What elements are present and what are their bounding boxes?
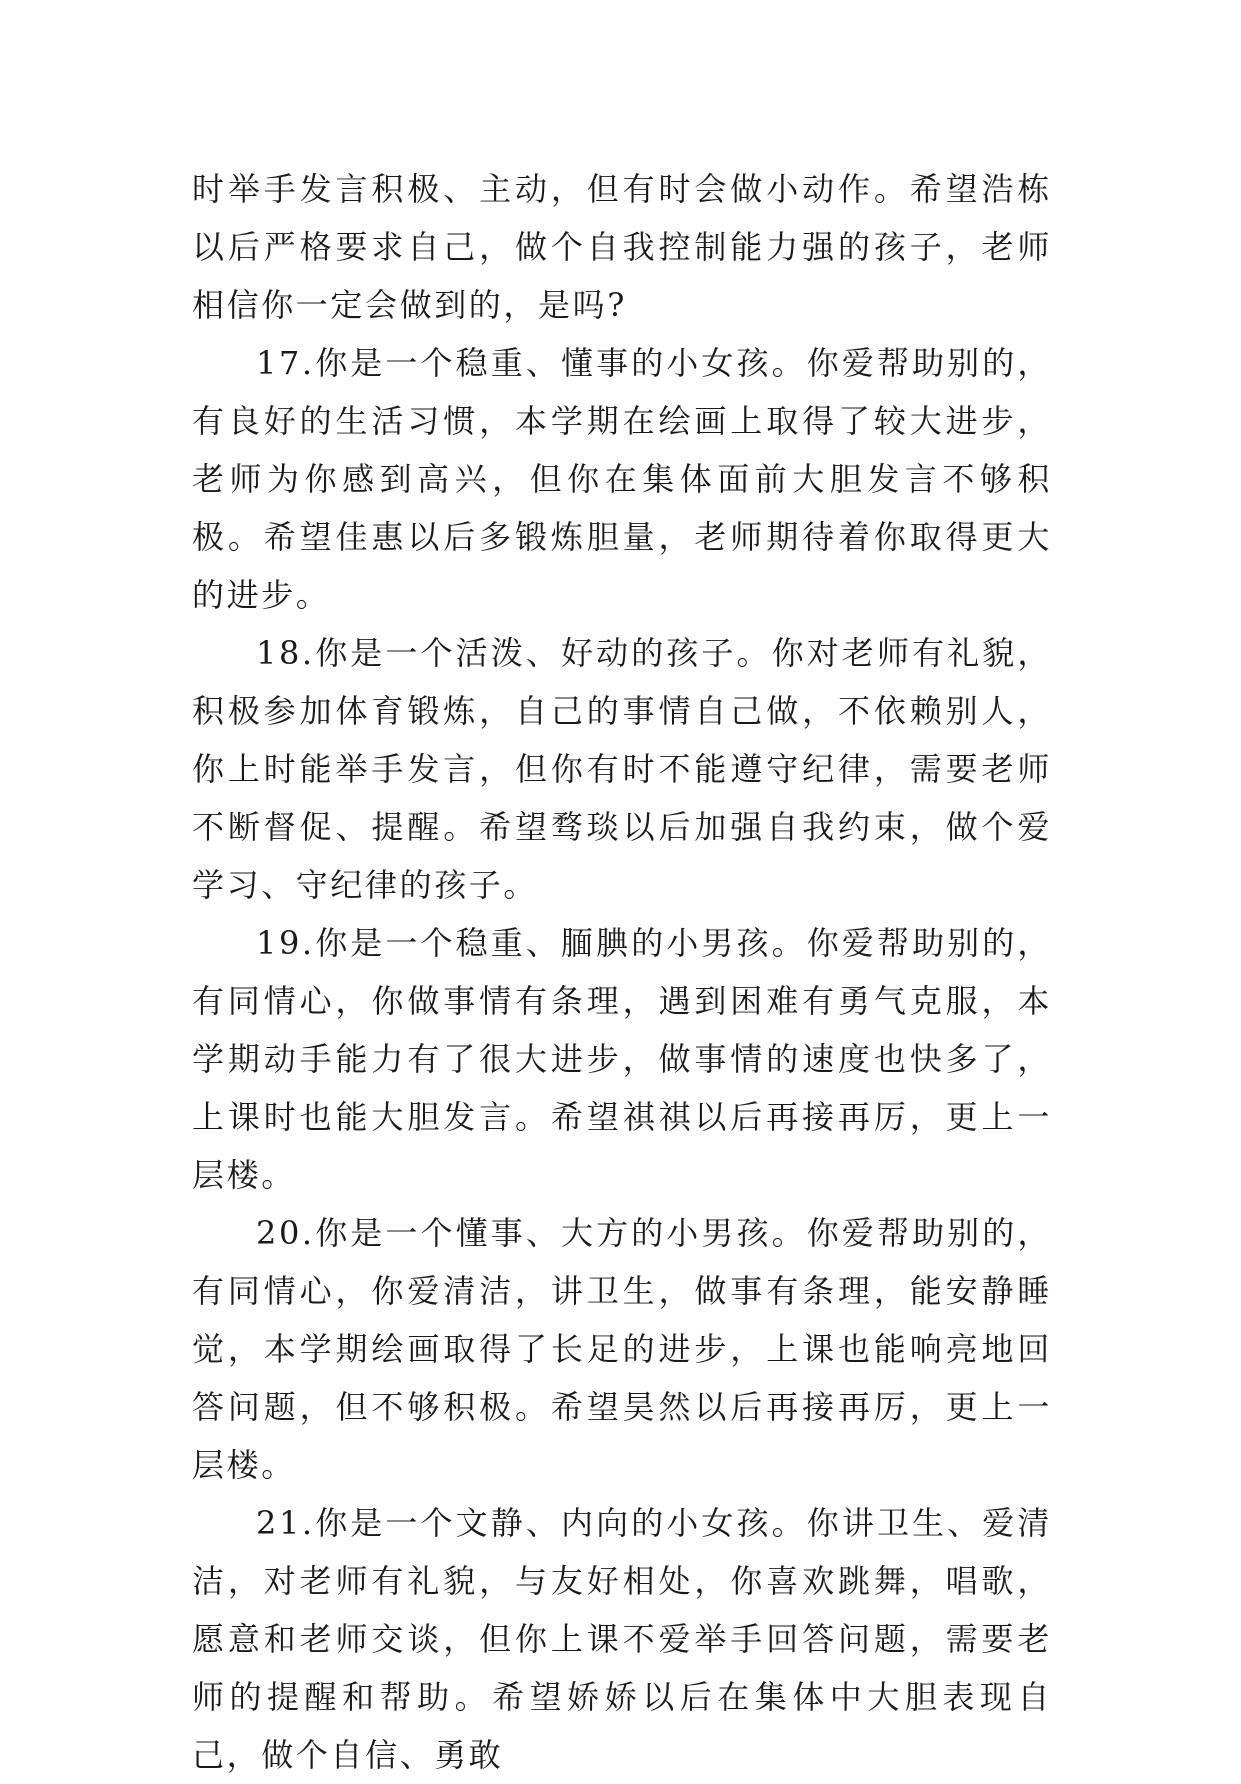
paragraph-comment-19: 19.你是一个稳重、腼腆的小男孩。你爱帮助别的，有同情心，你做事情有条理，遇到困难有勇气克服，本学期动手能力有了很大进步，做事情的速度也快多了，上课时也能大胆发言。希望祺祺以后再接再厉，更上一层楼。	[192, 924, 1052, 1194]
paragraph-comment-17: 17.你是一个稳重、懂事的小女孩。你爱帮助别的，有良好的生活习惯，本学期在绘画上取得了较大进步，老师为你感到高兴，但你在集体面前大胆发言不够积极。希望佳惠以后多锻炼胆量，老师期待着你取得更大的进步。	[192, 344, 1052, 614]
document-body	[192, 160, 1052, 1784]
paragraph-continuation: 时举手发言积极、主动，但有时会做小动作。希望浩栋以后严格要求自己，做个自我控制能力强的孩子，老师相信你一定会做到的，是吗?	[192, 170, 1052, 324]
paragraph-comment-18: 18.你是一个活泼、好动的孩子。你对老师有礼貌，积极参加体育锻炼，自己的事情自己做，不依赖别人，你上时能举手发言，但你有时不能遵守纪律，需要老师不断督促、提醒。希望骛琰以后加强自我约束，做个爱学习、守纪律的孩子。	[192, 634, 1052, 904]
paragraph-comment-20: 20.你是一个懂事、大方的小男孩。你爱帮助别的，有同情心，你爱清洁，讲卫生，做事有条理，能安静睡觉，本学期绘画取得了长足的进步，上课也能响亮地回答问题，但不够积极。希望昊然以后再接再厉，更上一层楼。	[192, 1214, 1052, 1484]
paragraph-comment-21: 21.你是一个文静、内向的小女孩。你讲卫生、爱清洁，对老师有礼貌，与友好相处，你喜欢跳舞，唱歌，愿意和老师交谈，但你上课不爱举手回答问题，需要老师的提醒和帮助。希望娇娇以后在集体中大胆表现自己，做个自信、勇敢	[192, 1504, 1052, 1774]
